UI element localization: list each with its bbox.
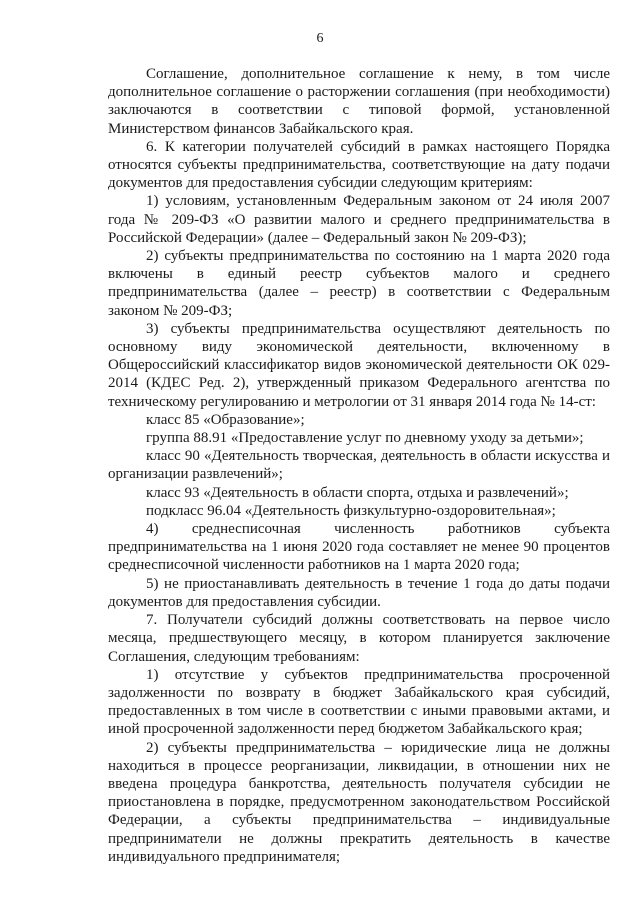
requirement-1-no-debt: 1) отсутствие у субъектов предпринимательства просроченной задолженности по возврату в бюджет Забайкальского края субсидий, предоставленных в том числе в соответствии с иными правовыми актами, и иной просроченной задолженности перед бюджетом Забайкальского края; [108, 666, 610, 738]
paragraph-agreement-forms: Соглашение, дополнительное соглашение к нему, в том числе дополнительное соглашение о расторжении соглашения (при необходимости) заключаются в соответствии с типовой формой, установленной Министерством финансов Забайкальского края. [108, 66, 610, 137]
criterion-1-federal-law: 1) условиям, установленным Федеральным законом от 24 июля 2007 года № 209-ФЗ «О развитии малого и среднего предпринимательства в Российской Федерации» (далее – Федеральный закон № 209-ФЗ); [108, 193, 610, 246]
criterion-4-headcount: 4) среднесписочная численность работников субъекта предпринимательства на 1 июня 2020 года составляет не менее 90 процентов среднесписочной численности работников на 1 марта 2020 года; [108, 521, 610, 574]
paragraph-7-requirements: 7. Получатели субсидий должны соответствовать на первое число месяца, предшествующего месяцу, в котором планируется заключение Соглашения, следующим требованиям: [108, 612, 610, 665]
requirement-2-no-reorganization: 2) субъекты предпринимательства – юридические лица не должны находиться в процессе реорганизации, ликвидации, в отношении них не введена процедура банкротства, деятельность получателя субсидии не приостановлена в порядке, предусмотренном законодательством Российской Федерации, а субъекты предпринимательства – индивидуальные предприниматели не должны прекратить деятельность в качестве индивидуального предпринимателя; [108, 739, 610, 865]
okved-class-93: класс 93 «Деятельность в области спорта, отдыха и развлечений»; [146, 484, 569, 501]
document-body [108, 65, 610, 866]
criterion-2-registry: 2) субъекты предпринимательства по состоянию на 1 марта 2020 года включены в единый реестр субъектов малого и среднего предпринимательства (далее – реестр) в соответствии с Федеральным законом № 209-ФЗ; [108, 248, 610, 319]
criterion-5-no-suspension: 5) не приостанавливать деятельность в течение 1 года до даты подачи документов для предоставления субсидии. [108, 575, 610, 610]
okved-class-90: класс 90 «Деятельность творческая, деятельность в области искусства и организации развлечений»; [108, 448, 610, 483]
page-number: 6 [316, 31, 324, 46]
okved-subclass-96-04: подкласс 96.04 «Деятельность физкультурно-оздоровительная»; [146, 502, 556, 519]
criterion-3-okved: 3) субъекты предпринимательства осуществляют деятельность по основному виду экономической деятельности, включенному в Общероссийский классификатор видов экономической деятельности ОК 029-2014 (КДЕС Ред. 2), утвержденный приказом Федерального агентства по техническому регулированию и метрологии от 31 января 2014 года № 14-ст: [108, 320, 610, 410]
okved-class-85: класс 85 «Образование»; [146, 411, 305, 428]
paragraph-6-recipient-categories: 6. К категории получателей субсидий в рамках настоящего Порядка относятся субъекты предпринимательства, соответствующие на дату подачи документов для предоставления субсидии следующим критериям: [108, 138, 610, 192]
okved-group-88-91: группа 88.91 «Предоставление услуг по дневному уходу за детьми»; [146, 430, 584, 447]
